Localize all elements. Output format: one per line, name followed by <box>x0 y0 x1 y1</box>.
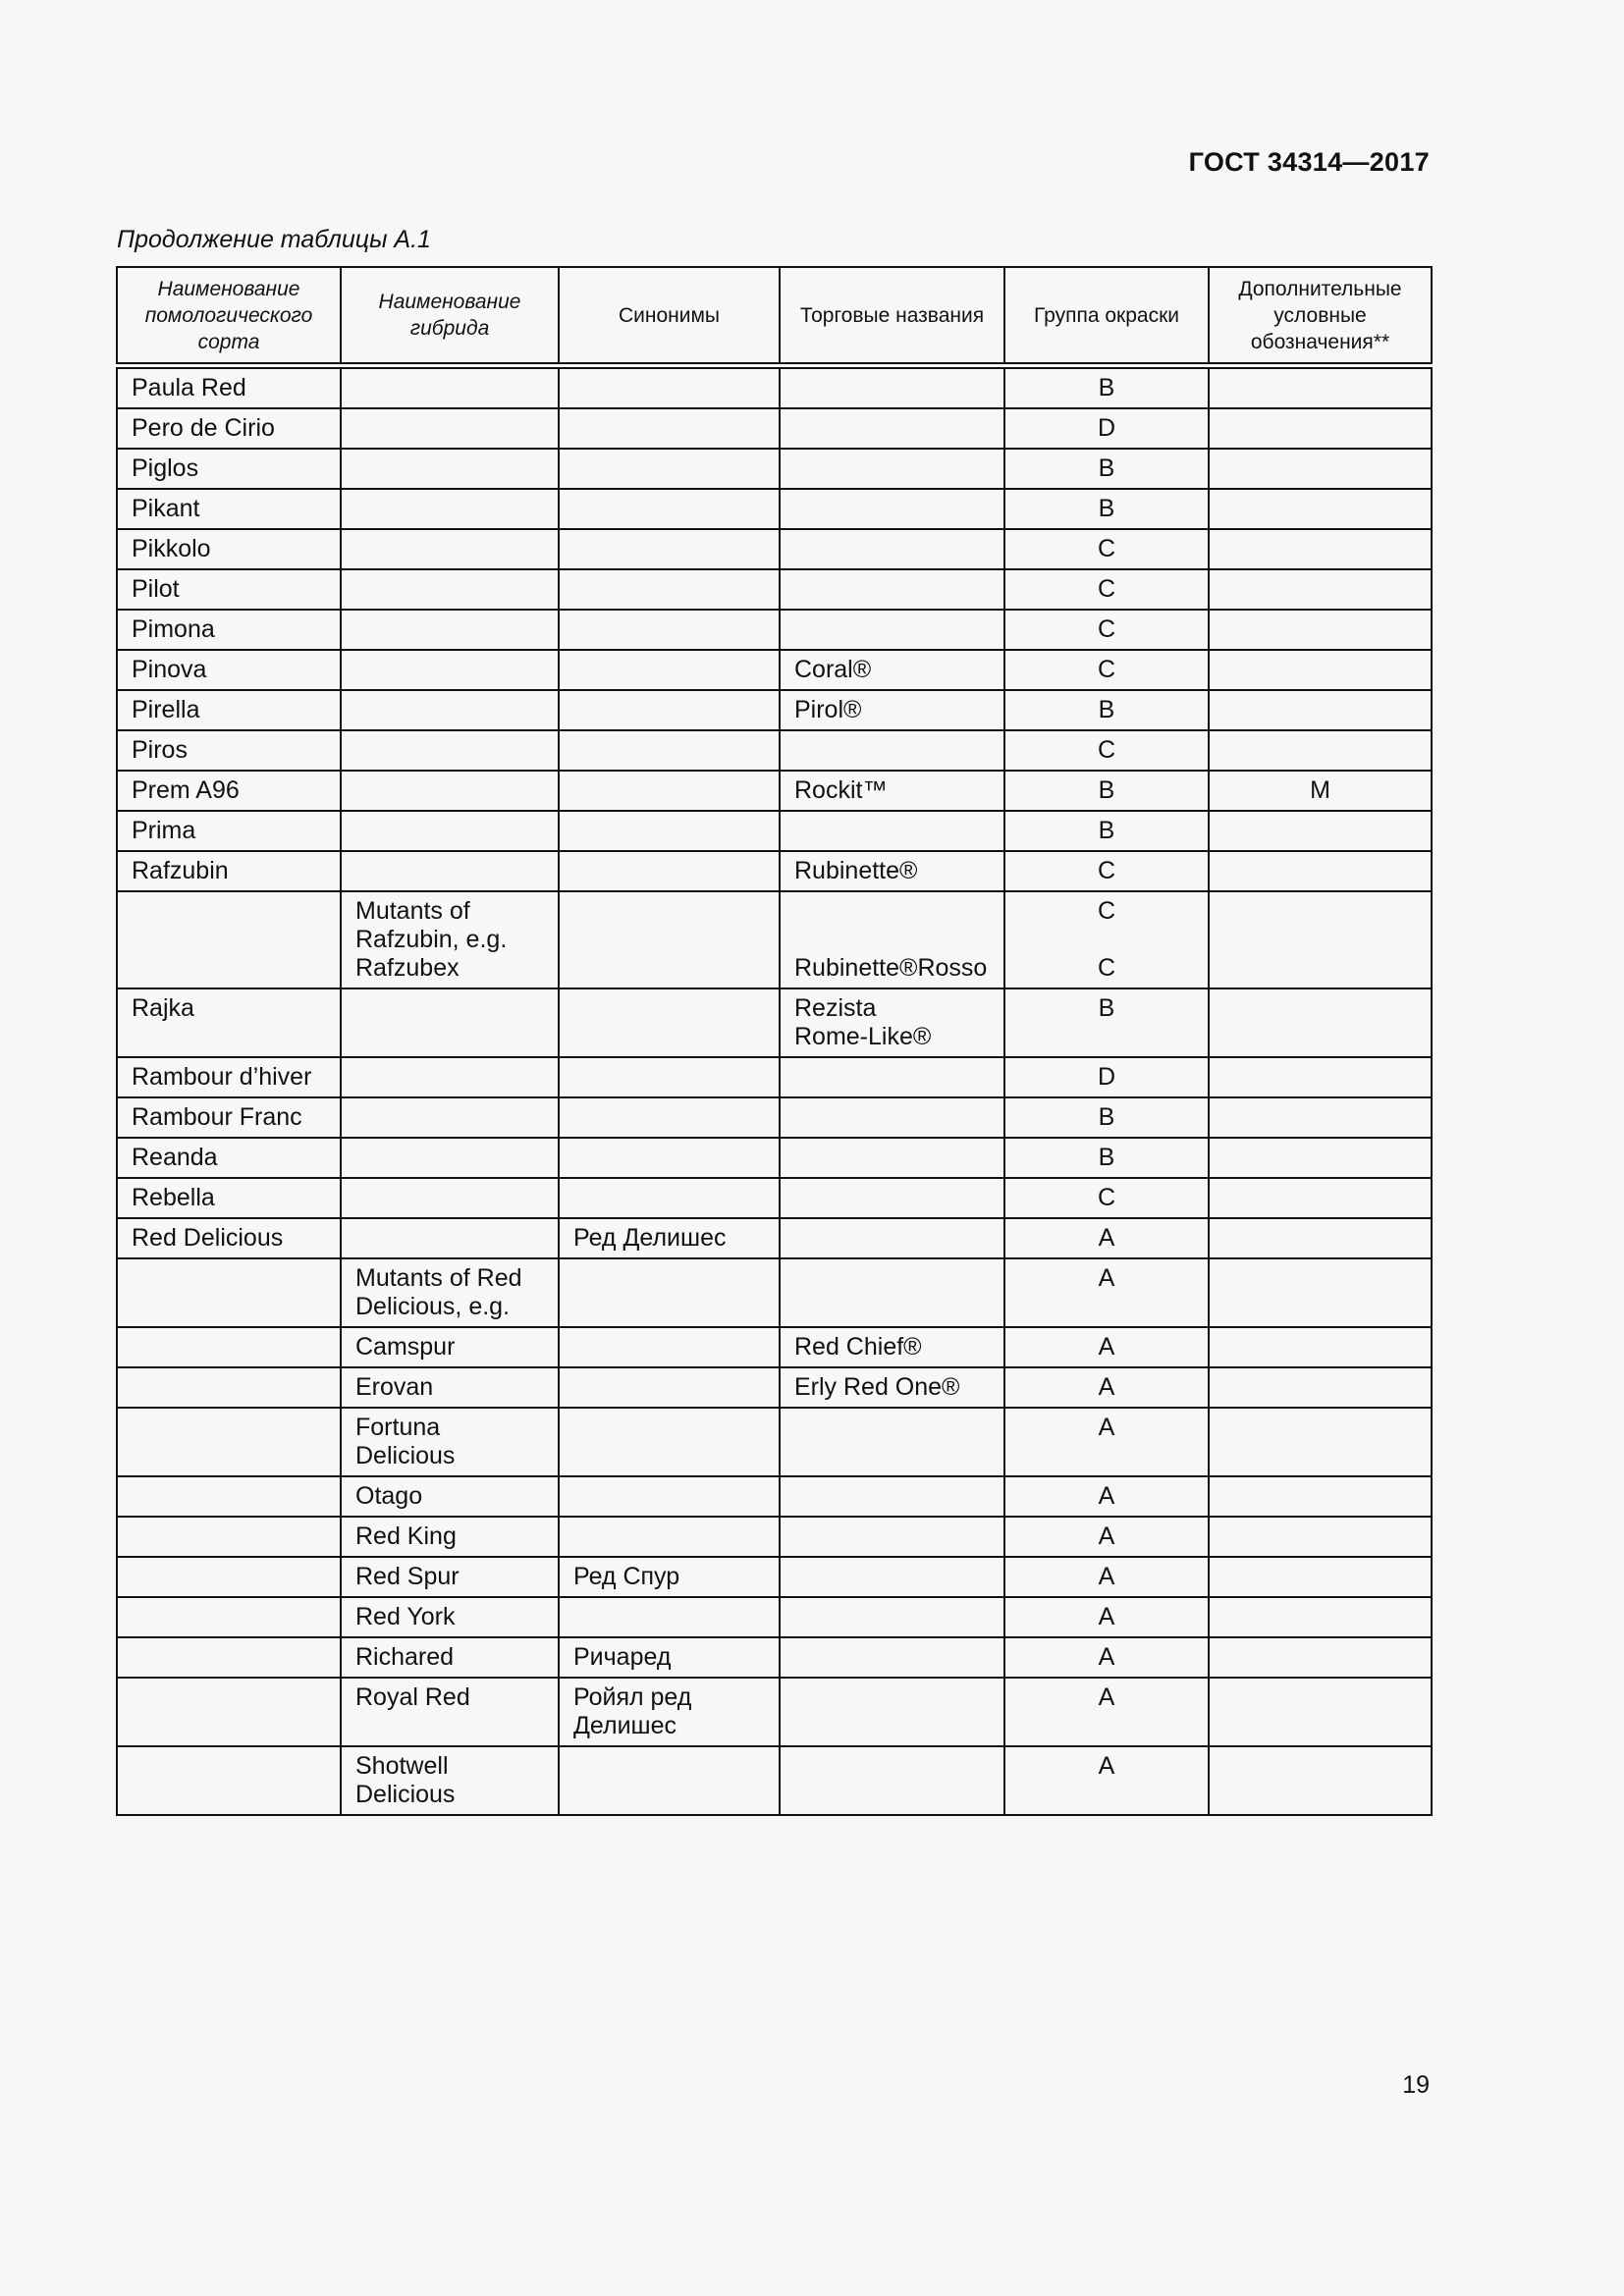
table-caption: Продолжение таблицы А.1 <box>117 226 431 253</box>
cell-extra-mark <box>1209 1367 1432 1408</box>
table-row <box>117 1258 1432 1327</box>
cell-extra-mark <box>1209 1476 1432 1517</box>
cell-color-group: A <box>1004 1476 1209 1517</box>
cell-trade-name: Rezista Rome-Like® <box>780 988 1004 1057</box>
cell-color-group: C <box>1004 851 1209 891</box>
cell-hybrid: Red King <box>341 1517 559 1557</box>
cell-hybrid <box>341 408 559 449</box>
cell-hybrid <box>341 569 559 610</box>
cell-synonyms <box>559 1138 780 1178</box>
cell-trade-name <box>780 569 1004 610</box>
table-row <box>117 1597 1432 1637</box>
cell-trade-name <box>780 449 1004 489</box>
cell-extra-mark <box>1209 1637 1432 1678</box>
cell-hybrid: Shotwell Delicious <box>341 1746 559 1815</box>
cell-variety <box>117 1557 341 1597</box>
table-row <box>117 1367 1432 1408</box>
table-row <box>117 1218 1432 1258</box>
cell-extra-mark <box>1209 408 1432 449</box>
table-header-row <box>117 267 1432 366</box>
cell-variety: Red Delicious <box>117 1218 341 1258</box>
cell-synonyms: Ройял ред Делишес <box>559 1678 780 1746</box>
cell-color-group: C <box>1004 610 1209 650</box>
cell-hybrid <box>341 1178 559 1218</box>
col-header-trade-names: Торговые названия <box>780 267 1004 366</box>
cell-synonyms <box>559 1746 780 1815</box>
cell-hybrid <box>341 771 559 811</box>
cell-extra-mark <box>1209 1178 1432 1218</box>
cell-variety: Piglos <box>117 449 341 489</box>
cell-color-group: B <box>1004 449 1209 489</box>
cell-synonyms <box>559 730 780 771</box>
table-row <box>117 1746 1432 1815</box>
cell-hybrid <box>341 1057 559 1097</box>
cell-variety: Rafzubin <box>117 851 341 891</box>
cell-extra-mark <box>1209 690 1432 730</box>
cell-variety: Pilot <box>117 569 341 610</box>
cell-synonyms: Ред Делишес <box>559 1218 780 1258</box>
cell-variety: Pikant <box>117 489 341 529</box>
cell-trade-name <box>780 1557 1004 1597</box>
cell-color-group: A <box>1004 1218 1209 1258</box>
cell-color-group: A <box>1004 1746 1209 1815</box>
cell-synonyms <box>559 1097 780 1138</box>
cell-synonyms <box>559 1258 780 1327</box>
cell-variety <box>117 1637 341 1678</box>
table-row <box>117 1557 1432 1597</box>
cell-color-group: C <box>1004 1178 1209 1218</box>
cell-synonyms <box>559 650 780 690</box>
cell-synonyms <box>559 811 780 851</box>
cell-color-group: B <box>1004 489 1209 529</box>
table-row <box>117 408 1432 449</box>
cell-hybrid: Mutants of Red Delicious, e.g. <box>341 1258 559 1327</box>
table-row <box>117 569 1432 610</box>
cell-color-group: C <box>1004 529 1209 569</box>
cell-trade-name <box>780 529 1004 569</box>
cell-color-group: C <box>1004 730 1209 771</box>
cell-trade-name: Rubinette®Rosso <box>780 891 1004 988</box>
table-row <box>117 1476 1432 1517</box>
cell-variety <box>117 1367 341 1408</box>
cell-hybrid <box>341 366 559 409</box>
cell-trade-name <box>780 730 1004 771</box>
cell-trade-name <box>780 366 1004 409</box>
cell-color-group: A <box>1004 1597 1209 1637</box>
cell-color-group: B <box>1004 988 1209 1057</box>
cell-trade-name <box>780 1678 1004 1746</box>
table-row <box>117 690 1432 730</box>
cell-extra-mark <box>1209 610 1432 650</box>
cell-hybrid <box>341 730 559 771</box>
cell-trade-name <box>780 1258 1004 1327</box>
varieties-table <box>116 266 1433 1816</box>
cell-variety: Rebella <box>117 1178 341 1218</box>
cell-variety <box>117 1597 341 1637</box>
cell-variety: Pikkolo <box>117 529 341 569</box>
cell-extra-mark <box>1209 1258 1432 1327</box>
cell-variety: Paula Red <box>117 366 341 409</box>
cell-hybrid: Camspur <box>341 1327 559 1367</box>
table-row <box>117 1097 1432 1138</box>
cell-synonyms <box>559 449 780 489</box>
cell-variety: Pirella <box>117 690 341 730</box>
cell-extra-mark <box>1209 1218 1432 1258</box>
cell-hybrid: Red York <box>341 1597 559 1637</box>
cell-color-group: A <box>1004 1327 1209 1367</box>
cell-variety: Prima <box>117 811 341 851</box>
cell-trade-name <box>780 1517 1004 1557</box>
cell-hybrid <box>341 650 559 690</box>
cell-variety <box>117 1327 341 1367</box>
cell-synonyms <box>559 489 780 529</box>
cell-synonyms <box>559 690 780 730</box>
cell-variety <box>117 1517 341 1557</box>
cell-synonyms <box>559 569 780 610</box>
cell-hybrid: Erovan <box>341 1367 559 1408</box>
cell-color-group: A <box>1004 1637 1209 1678</box>
cell-trade-name <box>780 1637 1004 1678</box>
cell-color-group: A <box>1004 1367 1209 1408</box>
cell-trade-name: Rubinette® <box>780 851 1004 891</box>
cell-synonyms <box>559 771 780 811</box>
cell-trade-name <box>780 1218 1004 1258</box>
cell-trade-name <box>780 489 1004 529</box>
cell-synonyms: Ред Спур <box>559 1557 780 1597</box>
col-header-color-group: Группа окраски <box>1004 267 1209 366</box>
cell-hybrid <box>341 988 559 1057</box>
table-row <box>117 1138 1432 1178</box>
cell-hybrid: Red Spur <box>341 1557 559 1597</box>
cell-extra-mark <box>1209 1327 1432 1367</box>
cell-synonyms: Ричаред <box>559 1637 780 1678</box>
cell-hybrid <box>341 1097 559 1138</box>
table-row <box>117 1327 1432 1367</box>
table-row <box>117 610 1432 650</box>
cell-variety: Rambour Franc <box>117 1097 341 1138</box>
col-header-variety: Наименование помологического сорта <box>117 267 341 366</box>
table-row <box>117 811 1432 851</box>
cell-color-group: C <box>1004 569 1209 610</box>
table-row <box>117 851 1432 891</box>
col-header-hybrid: Наименование гибрида <box>341 267 559 366</box>
table-row <box>117 366 1432 409</box>
cell-extra-mark <box>1209 1746 1432 1815</box>
cell-color-group: B <box>1004 690 1209 730</box>
cell-extra-mark <box>1209 851 1432 891</box>
cell-synonyms <box>559 851 780 891</box>
cell-variety: Pero de Cirio <box>117 408 341 449</box>
cell-variety <box>117 1678 341 1746</box>
cell-hybrid <box>341 811 559 851</box>
col-header-synonyms: Синонимы <box>559 267 780 366</box>
table-row <box>117 771 1432 811</box>
cell-synonyms <box>559 610 780 650</box>
cell-color-group: B <box>1004 366 1209 409</box>
cell-hybrid: Richared <box>341 1637 559 1678</box>
cell-trade-name: Pirol® <box>780 690 1004 730</box>
cell-extra-mark <box>1209 449 1432 489</box>
cell-color-group: A <box>1004 1557 1209 1597</box>
cell-extra-mark <box>1209 1678 1432 1746</box>
cell-trade-name <box>780 1408 1004 1476</box>
cell-hybrid: Fortuna Delicious <box>341 1408 559 1476</box>
cell-variety <box>117 1408 341 1476</box>
cell-trade-name <box>780 1476 1004 1517</box>
cell-extra-mark <box>1209 1517 1432 1557</box>
cell-synonyms <box>559 1476 780 1517</box>
table-row <box>117 1408 1432 1476</box>
cell-extra-mark <box>1209 650 1432 690</box>
cell-hybrid <box>341 1218 559 1258</box>
document-code: ГОСТ 34314—2017 <box>1188 147 1430 177</box>
table-row <box>117 1678 1432 1746</box>
col-header-extra-marks: Дополнительные условные обозначения** <box>1209 267 1432 366</box>
table-row <box>117 489 1432 529</box>
cell-synonyms <box>559 1057 780 1097</box>
cell-color-group: B <box>1004 1138 1209 1178</box>
cell-trade-name <box>780 1597 1004 1637</box>
cell-trade-name <box>780 1746 1004 1815</box>
cell-extra-mark <box>1209 1597 1432 1637</box>
cell-extra-mark <box>1209 1408 1432 1476</box>
table-row <box>117 891 1432 988</box>
cell-variety: Pinova <box>117 650 341 690</box>
cell-trade-name: Erly Red One® <box>780 1367 1004 1408</box>
cell-extra-mark <box>1209 489 1432 529</box>
cell-variety: Rajka <box>117 988 341 1057</box>
cell-color-group: B <box>1004 811 1209 851</box>
cell-trade-name <box>780 1097 1004 1138</box>
cell-extra-mark: M <box>1209 771 1432 811</box>
table-row <box>117 1057 1432 1097</box>
cell-variety: Pimona <box>117 610 341 650</box>
cell-extra-mark <box>1209 1557 1432 1597</box>
cell-color-group: D <box>1004 408 1209 449</box>
cell-variety: Rambour d’hiver <box>117 1057 341 1097</box>
cell-hybrid <box>341 489 559 529</box>
cell-trade-name: Rockit™ <box>780 771 1004 811</box>
cell-hybrid <box>341 851 559 891</box>
table-row <box>117 529 1432 569</box>
cell-extra-mark <box>1209 1097 1432 1138</box>
cell-trade-name <box>780 811 1004 851</box>
cell-synonyms <box>559 408 780 449</box>
cell-color-group: B <box>1004 1097 1209 1138</box>
cell-hybrid: Otago <box>341 1476 559 1517</box>
table-row <box>117 1637 1432 1678</box>
cell-extra-mark <box>1209 891 1432 988</box>
cell-extra-mark <box>1209 1057 1432 1097</box>
cell-extra-mark <box>1209 988 1432 1057</box>
cell-extra-mark <box>1209 569 1432 610</box>
cell-hybrid <box>341 1138 559 1178</box>
cell-hybrid <box>341 529 559 569</box>
cell-synonyms <box>559 1517 780 1557</box>
table-row <box>117 1178 1432 1218</box>
cell-color-group: A <box>1004 1517 1209 1557</box>
cell-extra-mark <box>1209 811 1432 851</box>
page-number: 19 <box>1402 2071 1430 2099</box>
cell-hybrid <box>341 690 559 730</box>
cell-hybrid: Royal Red <box>341 1678 559 1746</box>
cell-hybrid: Mutants of Rafzubin, e.g. Rafzubex <box>341 891 559 988</box>
cell-color-group: A <box>1004 1678 1209 1746</box>
cell-trade-name <box>780 1178 1004 1218</box>
cell-color-group: A <box>1004 1408 1209 1476</box>
cell-synonyms <box>559 1597 780 1637</box>
cell-trade-name: Coral® <box>780 650 1004 690</box>
table-body <box>117 366 1432 1816</box>
table-row <box>117 650 1432 690</box>
cell-trade-name <box>780 408 1004 449</box>
cell-variety: Prem A96 <box>117 771 341 811</box>
table-row <box>117 1517 1432 1557</box>
table-row <box>117 730 1432 771</box>
cell-synonyms <box>559 1178 780 1218</box>
cell-color-group: B <box>1004 771 1209 811</box>
cell-synonyms <box>559 529 780 569</box>
cell-variety <box>117 1258 341 1327</box>
cell-variety <box>117 1746 341 1815</box>
cell-synonyms <box>559 988 780 1057</box>
cell-synonyms <box>559 366 780 409</box>
cell-variety <box>117 891 341 988</box>
cell-hybrid <box>341 610 559 650</box>
cell-synonyms <box>559 891 780 988</box>
cell-extra-mark <box>1209 1138 1432 1178</box>
cell-trade-name: Red Chief® <box>780 1327 1004 1367</box>
cell-extra-mark <box>1209 730 1432 771</box>
table-row <box>117 449 1432 489</box>
cell-variety: Piros <box>117 730 341 771</box>
cell-color-group: C <box>1004 650 1209 690</box>
cell-extra-mark <box>1209 529 1432 569</box>
cell-color-group: D <box>1004 1057 1209 1097</box>
cell-trade-name <box>780 610 1004 650</box>
cell-color-group: A <box>1004 1258 1209 1327</box>
cell-trade-name <box>780 1138 1004 1178</box>
cell-extra-mark <box>1209 366 1432 409</box>
cell-synonyms <box>559 1327 780 1367</box>
cell-color-group: C C <box>1004 891 1209 988</box>
table-row <box>117 988 1432 1057</box>
cell-synonyms <box>559 1367 780 1408</box>
cell-trade-name <box>780 1057 1004 1097</box>
cell-variety: Reanda <box>117 1138 341 1178</box>
cell-hybrid <box>341 449 559 489</box>
cell-variety <box>117 1476 341 1517</box>
cell-synonyms <box>559 1408 780 1476</box>
